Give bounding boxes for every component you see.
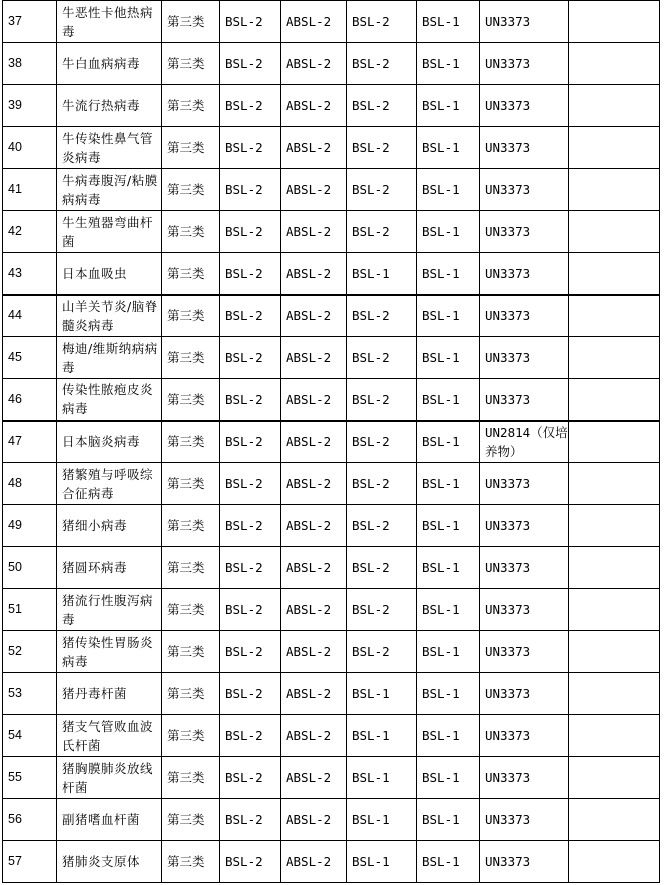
remark-cell [569,589,660,631]
inactivated-material-level-cell: BSL-1 [417,673,480,715]
animal-infection-level-cell: ABSL-2 [281,841,347,883]
lab-culture-level-cell: BSL-2 [220,715,281,757]
row-number-cell: 50 [3,547,57,589]
row-number-cell: 48 [3,463,57,505]
hazard-category-cell: 第三类 [162,253,220,295]
animal-infection-level-cell: ABSL-2 [281,505,347,547]
inactivated-material-level-cell: BSL-1 [417,757,480,799]
animal-infection-level-cell: ABSL-2 [281,715,347,757]
remark-cell [569,295,660,337]
remark-cell [569,547,660,589]
animal-infection-level-cell: ABSL-2 [281,43,347,85]
un-number-cell: UN2814（仅培养物） [480,421,569,463]
inactivated-material-level-cell: BSL-1 [417,85,480,127]
remark-cell [569,85,660,127]
hazard-category-cell: 第三类 [162,757,220,799]
remark-cell [569,337,660,379]
lab-culture-level-cell: BSL-2 [220,379,281,421]
unculturable-material-level-cell: BSL-1 [347,253,417,295]
table-row [3,169,660,211]
pathogen-name-cell: 梅迪/维斯纳病病毒 [57,337,162,379]
inactivated-material-level-cell: BSL-1 [417,253,480,295]
un-number-cell: UN3373 [480,463,569,505]
lab-culture-level-cell: BSL-2 [220,799,281,841]
row-number-cell: 46 [3,379,57,421]
remark-cell [569,673,660,715]
row-number-cell: 55 [3,757,57,799]
lab-culture-level-cell: BSL-2 [220,85,281,127]
unculturable-material-level-cell: BSL-1 [347,799,417,841]
un-number-cell: UN3373 [480,799,569,841]
inactivated-material-level-cell: BSL-1 [417,211,480,253]
unculturable-material-level-cell: BSL-2 [347,295,417,337]
inactivated-material-level-cell: BSL-1 [417,631,480,673]
remark-cell [569,379,660,421]
table-row [3,841,660,883]
hazard-category-cell: 第三类 [162,127,220,169]
row-number-cell: 49 [3,505,57,547]
hazard-category-cell: 第三类 [162,1,220,43]
lab-culture-level-cell: BSL-2 [220,337,281,379]
pathogen-name-cell: 牛白血病病毒 [57,43,162,85]
unculturable-material-level-cell: BSL-1 [347,673,417,715]
table-row [3,673,660,715]
remark-cell [569,715,660,757]
unculturable-material-level-cell: BSL-2 [347,43,417,85]
row-number-cell: 40 [3,127,57,169]
unculturable-material-level-cell: BSL-2 [347,463,417,505]
table-row [3,337,660,379]
un-number-cell: UN3373 [480,757,569,799]
row-number-cell: 38 [3,43,57,85]
un-number-cell: UN3373 [480,127,569,169]
unculturable-material-level-cell: BSL-2 [347,589,417,631]
row-number-cell: 52 [3,631,57,673]
inactivated-material-level-cell: BSL-1 [417,505,480,547]
remark-cell [569,463,660,505]
table-row [3,505,660,547]
table-row [3,589,660,631]
row-number-cell: 43 [3,253,57,295]
hazard-category-cell: 第三类 [162,589,220,631]
table-row [3,127,660,169]
animal-infection-level-cell: ABSL-2 [281,421,347,463]
row-number-cell: 39 [3,85,57,127]
lab-culture-level-cell: BSL-2 [220,295,281,337]
lab-culture-level-cell: BSL-2 [220,505,281,547]
hazard-category-cell: 第三类 [162,169,220,211]
pathogen-name-cell: 猪传染性胃肠炎病毒 [57,631,162,673]
remark-cell [569,169,660,211]
pathogen-name-cell: 猪支气管败血波氏杆菌 [57,715,162,757]
unculturable-material-level-cell: BSL-2 [347,547,417,589]
animal-infection-level-cell: ABSL-2 [281,757,347,799]
lab-culture-level-cell: BSL-2 [220,421,281,463]
lab-culture-level-cell: BSL-2 [220,43,281,85]
pathogen-name-cell: 副猪嗜血杆菌 [57,799,162,841]
lab-culture-level-cell: BSL-2 [220,211,281,253]
table-row [3,631,660,673]
pathogen-name-cell: 牛病毒腹泻/粘膜病病毒 [57,169,162,211]
row-number-cell: 47 [3,421,57,463]
unculturable-material-level-cell: BSL-2 [347,379,417,421]
inactivated-material-level-cell: BSL-1 [417,715,480,757]
inactivated-material-level-cell: BSL-1 [417,589,480,631]
un-number-cell: UN3373 [480,169,569,211]
pathogen-name-cell: 牛恶性卡他热病毒 [57,1,162,43]
remark-cell [569,799,660,841]
pathogen-name-cell: 山羊关节炎/脑脊髓炎病毒 [57,295,162,337]
table-row [3,379,660,421]
un-number-cell: UN3373 [480,715,569,757]
remark-cell [569,127,660,169]
unculturable-material-level-cell: BSL-2 [347,337,417,379]
lab-culture-level-cell: BSL-2 [220,547,281,589]
inactivated-material-level-cell: BSL-1 [417,463,480,505]
remark-cell [569,757,660,799]
un-number-cell: UN3373 [480,253,569,295]
table-body [3,1,660,883]
table-row [3,715,660,757]
inactivated-material-level-cell: BSL-1 [417,1,480,43]
animal-infection-level-cell: ABSL-2 [281,673,347,715]
animal-infection-level-cell: ABSL-2 [281,85,347,127]
hazard-category-cell: 第三类 [162,463,220,505]
un-number-cell: UN3373 [480,589,569,631]
un-number-cell: UN3373 [480,337,569,379]
table-row [3,43,660,85]
inactivated-material-level-cell: BSL-1 [417,841,480,883]
inactivated-material-level-cell: BSL-1 [417,547,480,589]
remark-cell [569,421,660,463]
un-number-cell: UN3373 [480,211,569,253]
un-number-cell: UN3373 [480,547,569,589]
inactivated-material-level-cell: BSL-1 [417,169,480,211]
row-number-cell: 37 [3,1,57,43]
animal-infection-level-cell: ABSL-2 [281,127,347,169]
row-number-cell: 56 [3,799,57,841]
un-number-cell: UN3373 [480,85,569,127]
table-row [3,1,660,43]
remark-cell [569,253,660,295]
animal-infection-level-cell: ABSL-2 [281,799,347,841]
unculturable-material-level-cell: BSL-2 [347,85,417,127]
lab-culture-level-cell: BSL-2 [220,253,281,295]
animal-infection-level-cell: ABSL-2 [281,589,347,631]
pathogen-name-cell: 猪细小病毒 [57,505,162,547]
un-number-cell: UN3373 [480,673,569,715]
un-number-cell: UN3373 [480,1,569,43]
hazard-category-cell: 第三类 [162,631,220,673]
inactivated-material-level-cell: BSL-1 [417,127,480,169]
un-number-cell: UN3373 [480,505,569,547]
un-number-cell: UN3373 [480,295,569,337]
inactivated-material-level-cell: BSL-1 [417,379,480,421]
pathogen-name-cell: 牛生殖器弯曲杆菌 [57,211,162,253]
pathogen-name-cell: 传染性脓疱皮炎病毒 [57,379,162,421]
row-number-cell: 54 [3,715,57,757]
animal-infection-level-cell: ABSL-2 [281,547,347,589]
pathogen-name-cell: 日本脑炎病毒 [57,421,162,463]
unculturable-material-level-cell: BSL-1 [347,841,417,883]
row-number-cell: 44 [3,295,57,337]
pathogen-name-cell: 日本血吸虫 [57,253,162,295]
unculturable-material-level-cell: BSL-2 [347,631,417,673]
pathogen-name-cell: 牛流行热病毒 [57,85,162,127]
hazard-category-cell: 第三类 [162,43,220,85]
hazard-category-cell: 第三类 [162,673,220,715]
row-number-cell: 45 [3,337,57,379]
pathogen-name-cell: 猪繁殖与呼吸综合征病毒 [57,463,162,505]
animal-infection-level-cell: ABSL-2 [281,463,347,505]
un-number-cell: UN3373 [480,841,569,883]
row-number-cell: 51 [3,589,57,631]
pathogen-name-cell: 猪肺炎支原体 [57,841,162,883]
table-row [3,757,660,799]
unculturable-material-level-cell: BSL-1 [347,757,417,799]
remark-cell [569,43,660,85]
unculturable-material-level-cell: BSL-2 [347,1,417,43]
inactivated-material-level-cell: BSL-1 [417,43,480,85]
remark-cell [569,211,660,253]
unculturable-material-level-cell: BSL-2 [347,505,417,547]
row-number-cell: 57 [3,841,57,883]
pathogen-name-cell: 猪流行性腹泻病毒 [57,589,162,631]
lab-culture-level-cell: BSL-2 [220,463,281,505]
row-number-cell: 41 [3,169,57,211]
hazard-category-cell: 第三类 [162,547,220,589]
row-number-cell: 42 [3,211,57,253]
unculturable-material-level-cell: BSL-2 [347,127,417,169]
inactivated-material-level-cell: BSL-1 [417,295,480,337]
table-row [3,295,660,337]
hazard-category-cell: 第三类 [162,211,220,253]
table-row [3,253,660,295]
table-row [3,85,660,127]
animal-infection-level-cell: ABSL-2 [281,379,347,421]
table-row [3,547,660,589]
un-number-cell: UN3373 [480,43,569,85]
un-number-cell: UN3373 [480,379,569,421]
lab-culture-level-cell: BSL-2 [220,757,281,799]
lab-culture-level-cell: BSL-2 [220,589,281,631]
unculturable-material-level-cell: BSL-2 [347,169,417,211]
animal-infection-level-cell: ABSL-2 [281,295,347,337]
animal-infection-level-cell: ABSL-2 [281,1,347,43]
remark-cell [569,631,660,673]
table-row [3,421,660,463]
remark-cell [569,841,660,883]
hazard-category-cell: 第三类 [162,505,220,547]
animal-infection-level-cell: ABSL-2 [281,337,347,379]
lab-culture-level-cell: BSL-2 [220,841,281,883]
lab-culture-level-cell: BSL-2 [220,169,281,211]
lab-culture-level-cell: BSL-2 [220,631,281,673]
table-row [3,463,660,505]
pathogen-name-cell: 牛传染性鼻气管炎病毒 [57,127,162,169]
hazard-category-cell: 第三类 [162,85,220,127]
lab-culture-level-cell: BSL-2 [220,127,281,169]
un-number-cell: UN3373 [480,631,569,673]
unculturable-material-level-cell: BSL-1 [347,715,417,757]
inactivated-material-level-cell: BSL-1 [417,421,480,463]
inactivated-material-level-cell: BSL-1 [417,337,480,379]
unculturable-material-level-cell: BSL-2 [347,211,417,253]
hazard-category-cell: 第三类 [162,421,220,463]
hazard-category-cell: 第三类 [162,841,220,883]
animal-infection-level-cell: ABSL-2 [281,253,347,295]
table-row [3,211,660,253]
pathogen-table [2,0,660,883]
row-number-cell: 53 [3,673,57,715]
pathogen-name-cell: 猪胸膜肺炎放线杆菌 [57,757,162,799]
hazard-category-cell: 第三类 [162,295,220,337]
lab-culture-level-cell: BSL-2 [220,673,281,715]
animal-infection-level-cell: ABSL-2 [281,169,347,211]
table-row [3,799,660,841]
hazard-category-cell: 第三类 [162,379,220,421]
hazard-category-cell: 第三类 [162,799,220,841]
pathogen-name-cell: 猪丹毒杆菌 [57,673,162,715]
remark-cell [569,505,660,547]
unculturable-material-level-cell: BSL-2 [347,421,417,463]
remark-cell [569,1,660,43]
animal-infection-level-cell: ABSL-2 [281,631,347,673]
pathogen-name-cell: 猪圆环病毒 [57,547,162,589]
hazard-category-cell: 第三类 [162,715,220,757]
inactivated-material-level-cell: BSL-1 [417,799,480,841]
lab-culture-level-cell: BSL-2 [220,1,281,43]
animal-infection-level-cell: ABSL-2 [281,211,347,253]
hazard-category-cell: 第三类 [162,337,220,379]
